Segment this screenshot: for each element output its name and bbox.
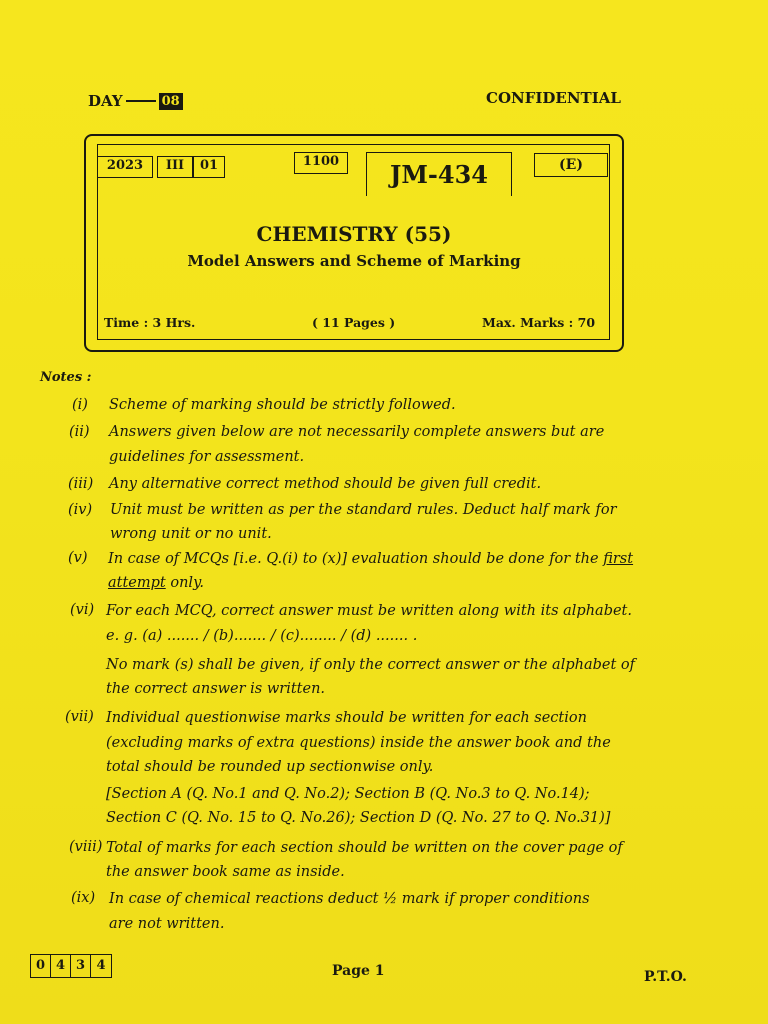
footer-code-box	[30, 954, 112, 978]
note-text: are not written.	[109, 916, 225, 932]
note-text	[108, 571, 204, 595]
note-text: No mark (s) shall be given, if only the correct answer or the alphabet of	[106, 657, 635, 673]
note-text: Any alternative correct method should be given full credit.	[109, 476, 542, 492]
note-number: (ix)	[71, 890, 96, 906]
pto-label: P.T.O.	[644, 969, 687, 985]
note-text: the answer book same as inside.	[106, 864, 345, 880]
note-text: For each MCQ, correct answer must be written along with its alphabet.	[106, 603, 632, 619]
note-number: (v)	[68, 550, 88, 566]
note-text: e. g. (a) ....... / (b)....... / (c)........ / (d) ....... .	[106, 628, 418, 644]
note-number: (iv)	[68, 502, 93, 518]
number-code: 1100	[294, 152, 348, 174]
note-text: wrong unit or no unit.	[110, 526, 272, 542]
roman-code: III	[157, 156, 193, 178]
note-text-part: In case of MCQs [i.e. Q.(i) to (x)] evaluation should be done for the	[108, 551, 599, 567]
pages-info: ( 11 Pages )	[312, 315, 396, 330]
time-info: Time : 3 Hrs.	[104, 315, 196, 330]
year-code: 2023	[97, 156, 153, 178]
day-indicator	[88, 92, 183, 110]
day-number: 08	[159, 93, 183, 110]
note-text: the correct answer is written.	[106, 681, 326, 697]
note-number: (iii)	[68, 476, 94, 492]
language-code: (E)	[534, 153, 608, 177]
notes-heading: Notes :	[40, 370, 92, 385]
confidential-label: CONFIDENTIAL	[486, 89, 621, 107]
note-text: Unit must be written as per the standard rules. Deduct half mark for	[110, 502, 617, 518]
note-text	[108, 547, 633, 571]
note-text: guidelines for assessment.	[109, 449, 305, 465]
note-underline: first	[603, 551, 634, 567]
footer-code-digit: 0	[31, 955, 51, 977]
note-text-part: only.	[170, 575, 204, 591]
note-text: Scheme of marking should be strictly followed.	[109, 397, 456, 413]
note-number: (i)	[72, 397, 88, 413]
marks-info: Max. Marks : 70	[482, 315, 596, 330]
note-text: In case of chemical reactions deduct ½ mark if proper conditions	[109, 891, 590, 907]
note-text: (excluding marks of extra questions) inside the answer book and the	[106, 735, 611, 751]
note-number: (ii)	[69, 424, 90, 440]
note-text: Section C (Q. No. 15 to Q. No.26); Section D (Q. No. 27 to Q. No.31)]	[106, 810, 611, 826]
subtitle: Model Answers and Scheme of Marking	[187, 252, 521, 270]
day-label: DAY	[88, 92, 123, 110]
footer-code-digit: 3	[71, 955, 91, 977]
subject-title: CHEMISTRY (55)	[256, 222, 452, 246]
page-number: Page 1	[332, 963, 385, 979]
note-number: (vii)	[65, 709, 94, 725]
note-text: [Section A (Q. No.1 and Q. No.2); Section B (Q. No.3 to Q. No.14);	[106, 786, 590, 802]
paper-code: JM-434	[366, 152, 512, 196]
note-text: Answers given below are not necessarily complete answers but are	[109, 424, 605, 440]
day-dash	[126, 100, 156, 102]
note-text: Individual questionwise marks should be written for each section	[106, 710, 587, 726]
note-text: total should be rounded up sectionwise only.	[106, 759, 434, 775]
note-number: (vi)	[70, 602, 95, 618]
note-text: Total of marks for each section should be written on the cover page of	[106, 840, 623, 856]
footer-code-digit: 4	[96, 958, 106, 973]
footer-code-digit: 4	[51, 955, 71, 977]
note-underline: attempt	[108, 575, 166, 591]
note-number: (viii)	[69, 839, 103, 855]
part-code: 01	[193, 156, 225, 178]
